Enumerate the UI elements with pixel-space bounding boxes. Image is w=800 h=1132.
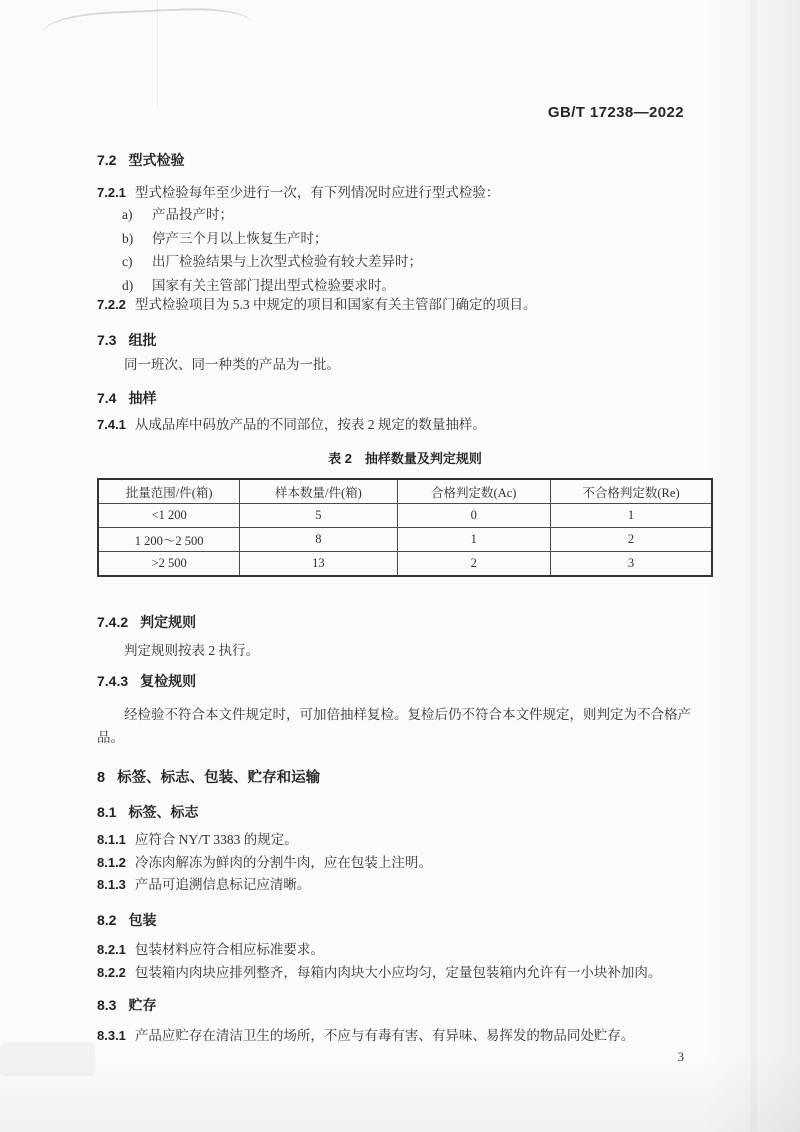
- section-title: 抽样: [128, 390, 157, 406]
- clause-number: 8.3.1: [97, 1028, 126, 1043]
- scan-fold-line: [157, 0, 158, 108]
- list-item-b: [122, 227, 682, 251]
- clause-8-2-2: [97, 964, 713, 982]
- clause-7-2-2: [97, 296, 713, 314]
- section-heading-7-4: [97, 388, 713, 408]
- table-cell: 1: [397, 528, 551, 552]
- section-number: 7.4.2: [97, 614, 129, 630]
- list-7-2-1: [122, 203, 682, 297]
- clause-text: 应符合 NY/T 3383 的规定。: [134, 832, 298, 847]
- section-heading-7-2: [97, 150, 713, 170]
- list-item-c: [122, 250, 682, 274]
- clause-number: 7.2.1: [97, 185, 126, 200]
- table-cell: 5: [240, 504, 397, 528]
- list-item-label: d): [122, 277, 134, 293]
- clause-7-4-1: [97, 416, 713, 434]
- section-number: 8.3: [97, 997, 117, 1013]
- section-number: 8.2: [97, 912, 117, 928]
- col-header-sample-size: 样本数量/件(箱): [240, 479, 397, 504]
- table-row: [98, 528, 712, 552]
- clause-number: 8.2.1: [97, 942, 126, 957]
- clause-number: 7.4.1: [97, 417, 126, 432]
- section-number: 7.4: [97, 390, 117, 406]
- section-number: 7.2: [97, 152, 117, 168]
- paragraph-7-3: 同一班次、同一种类的产品为一批。: [124, 357, 340, 372]
- col-header-batch-range: 批量范围/件(箱): [98, 479, 240, 504]
- scan-right-streak: [750, 0, 757, 1132]
- list-item-text: 国家有关主管部门提出型式检验要求时。: [152, 277, 395, 293]
- table-cell: 8: [240, 528, 397, 552]
- clause-7-2-1: [97, 184, 713, 202]
- section-heading-8: [97, 766, 713, 787]
- table-caption: 表 2 抽样数量及判定规则: [328, 451, 482, 466]
- clause-8-1-1: [97, 831, 713, 849]
- table-cell: <1 200: [98, 504, 240, 528]
- table-cell: 3: [551, 552, 713, 577]
- section-number: 7.3: [97, 332, 117, 348]
- list-item-label: b): [122, 230, 134, 246]
- list-item-text: 停产三个月以上恢复生产时；: [152, 230, 328, 246]
- section-heading-7-3: [97, 330, 713, 350]
- section-heading-8-1: [97, 802, 713, 822]
- section-title: 标签、标志、包装、贮存和运输: [117, 770, 321, 786]
- table-row: [98, 552, 712, 577]
- clause-8-1-3: [97, 876, 713, 894]
- clause-text: 包装箱内肉块应排列整齐，每箱内肉块大小应均匀，定量包装箱内允许有一小块补加肉。: [134, 965, 662, 980]
- list-item-text: 产品投产时；: [152, 207, 233, 222]
- page-number: 3: [677, 1050, 684, 1064]
- section-heading-7-4-2: [97, 612, 713, 632]
- section-heading-8-2: [97, 910, 713, 930]
- clause-text: 型式检验每年至少进行一次，有下列情况时应进行型式检验：: [134, 185, 500, 200]
- table-cell: 2: [551, 528, 713, 552]
- clause-number: 8.2.2: [97, 965, 126, 980]
- table-cell: 1 200～2 500: [98, 528, 240, 552]
- scan-blob-bottom-left: [0, 1042, 95, 1076]
- table-cell: 2: [397, 552, 551, 577]
- list-item-label: c): [122, 254, 133, 269]
- clause-8-1-2: [97, 854, 713, 872]
- list-item-a: [122, 203, 682, 227]
- clause-text: 冷冻肉解冻为鲜肉的分割牛肉，应在包装上注明。: [134, 855, 432, 870]
- section-number: 7.4.3: [97, 673, 129, 689]
- clause-text: 型式检验项目为 5.3 中规定的项目和国家有关主管部门确定的项目。: [134, 297, 537, 312]
- paragraph-7-4-2: 判定规则按表 2 执行。: [124, 643, 259, 658]
- col-header-accept-number: 合格判定数(Ac): [397, 479, 551, 504]
- section-title: 包装: [128, 912, 157, 928]
- section-title: 型式检验: [128, 152, 185, 168]
- paragraph-7-4-3: 经检验不符合本文件规定时，可加倍抽样复检。复检后仍不符合本文件规定，则判定为不合格产品。: [97, 707, 691, 745]
- col-header-reject-number: 不合格判定数(Re): [551, 479, 713, 504]
- clause-number: 8.1.1: [97, 832, 126, 847]
- list-item-text: 出厂检验结果与上次型式检验有较大差异时；: [152, 254, 422, 269]
- section-number: 8: [97, 770, 106, 786]
- list-item-label: a): [122, 207, 133, 222]
- section-title: 判定规则: [140, 614, 197, 630]
- table-cell: 1: [551, 504, 713, 528]
- clause-number: 8.1.3: [97, 877, 126, 892]
- section-number: 8.1: [97, 804, 117, 820]
- clause-text: 包装材料应符合相应标准要求。: [134, 942, 324, 957]
- clause-text: 从成品库中码放产品的不同部位，按表 2 规定的数量抽样。: [134, 417, 486, 432]
- section-title: 标签、标志: [128, 804, 199, 820]
- clause-8-3-1: [97, 1027, 713, 1045]
- scan-smudge-top-left: [42, 5, 253, 32]
- clause-number: 7.2.2: [97, 297, 126, 312]
- table-cell: 13: [240, 552, 397, 577]
- table-header-row: [98, 479, 712, 504]
- standard-code-header: GB/T 17238—2022: [547, 104, 684, 121]
- section-title: 组批: [128, 332, 157, 348]
- list-item-d: [122, 274, 682, 298]
- table-cell: >2 500: [98, 552, 240, 577]
- section-title: 复检规则: [140, 673, 197, 689]
- table-cell: 0: [397, 504, 551, 528]
- section-heading-8-3: [97, 995, 713, 1015]
- clause-text: 产品可追溯信息标记应清晰。: [134, 877, 311, 892]
- section-heading-7-4-3: [97, 671, 713, 691]
- table-row: [98, 504, 712, 528]
- section-title: 贮存: [128, 997, 157, 1013]
- clause-number: 8.1.2: [97, 855, 126, 870]
- clause-8-2-1: [97, 941, 713, 959]
- clause-text: 产品应贮存在清洁卫生的场所，不应与有毒有害、有异味、易挥发的物品同处贮存。: [134, 1028, 635, 1043]
- sampling-table: [97, 478, 713, 577]
